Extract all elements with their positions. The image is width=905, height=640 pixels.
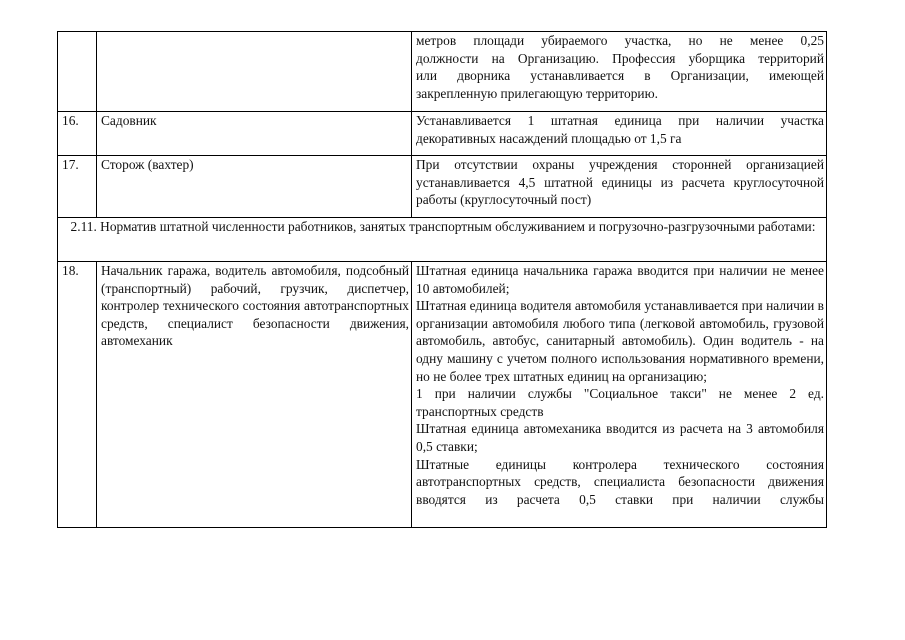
norm-line: закрепленную прилегающую территорию.: [416, 85, 658, 101]
section-heading-2-11: 2.11. Норматив штатной численности работников, занятых транспортным обслуживанием и погрузочно-разгрузочными работами:: [58, 218, 827, 262]
norm-cell: [412, 262, 827, 528]
position-cell: Сторож (вахтер): [97, 156, 412, 218]
norm-line: должности на Организацию. Профессия уборщика территорий: [416, 50, 824, 66]
norm-line: или дворника устанавливается в Организации, имеющей: [416, 68, 824, 84]
row-number-cell: 16.: [58, 112, 97, 156]
norm-paragraph: Штатная единица автомеханика вводится из расчета на 3 автомобиля 0,5 ставки;: [416, 421, 824, 454]
norm-cell: При отсутствии охраны учреждения сторонней организацией устанавливается 4,5 штатной единицы из расчета круглосуточной работы (круглосуточный пост): [412, 156, 827, 218]
norm-paragraph: Штатная единица начальника гаража вводится при наличии не менее 10 автомобилей;: [416, 263, 824, 296]
row-number-cell: 18.: [58, 262, 97, 528]
position-cell: Садовник: [97, 112, 412, 156]
norm-paragraph: Штатные единицы контролера технического состояния автотранспортных средств, специалиста безопасности движения вводятся из расчета 0,5 ставки при наличии службы: [416, 456, 824, 507]
position-cell: Начальник гаража, водитель автомобиля, подсобный (транспортный) рабочий, грузчик, диспетчер, контролер технического состояния автотранспортных средств, специалист безопасности движения, автомеханик: [97, 262, 412, 528]
norm-cell: [412, 32, 827, 112]
norm-cell: Устанавливается 1 штатная единица при наличии участка декоративных насаждений площадью от 1,5 га: [412, 112, 827, 156]
table-row: [58, 112, 827, 156]
staffing-norms-table: [57, 31, 827, 528]
row-number-cell: 17.: [58, 156, 97, 218]
norm-paragraph: Штатная единица водителя автомобиля устанавливается при наличии в организации автомобиля любого типа (легковой автомобиль, грузовой автомобиль, автобус, санитарный автомобиль). Один водитель - на одну машину с учетом полного использования нормативного времени, но не более трех штатных единиц на организацию;: [416, 298, 824, 384]
norm-paragraph: 1 при наличии службы "Социальное такси" не менее 2 ед. транспортных средств: [416, 386, 824, 419]
table-row: [58, 32, 827, 112]
section-heading-row: [58, 218, 827, 262]
position-cell: [97, 32, 412, 112]
norm-line: метров площади убираемого участка, но не менее 0,25: [416, 33, 824, 48]
table-row: [58, 156, 827, 218]
table-row: [58, 262, 827, 528]
row-number-cell: [58, 32, 97, 112]
